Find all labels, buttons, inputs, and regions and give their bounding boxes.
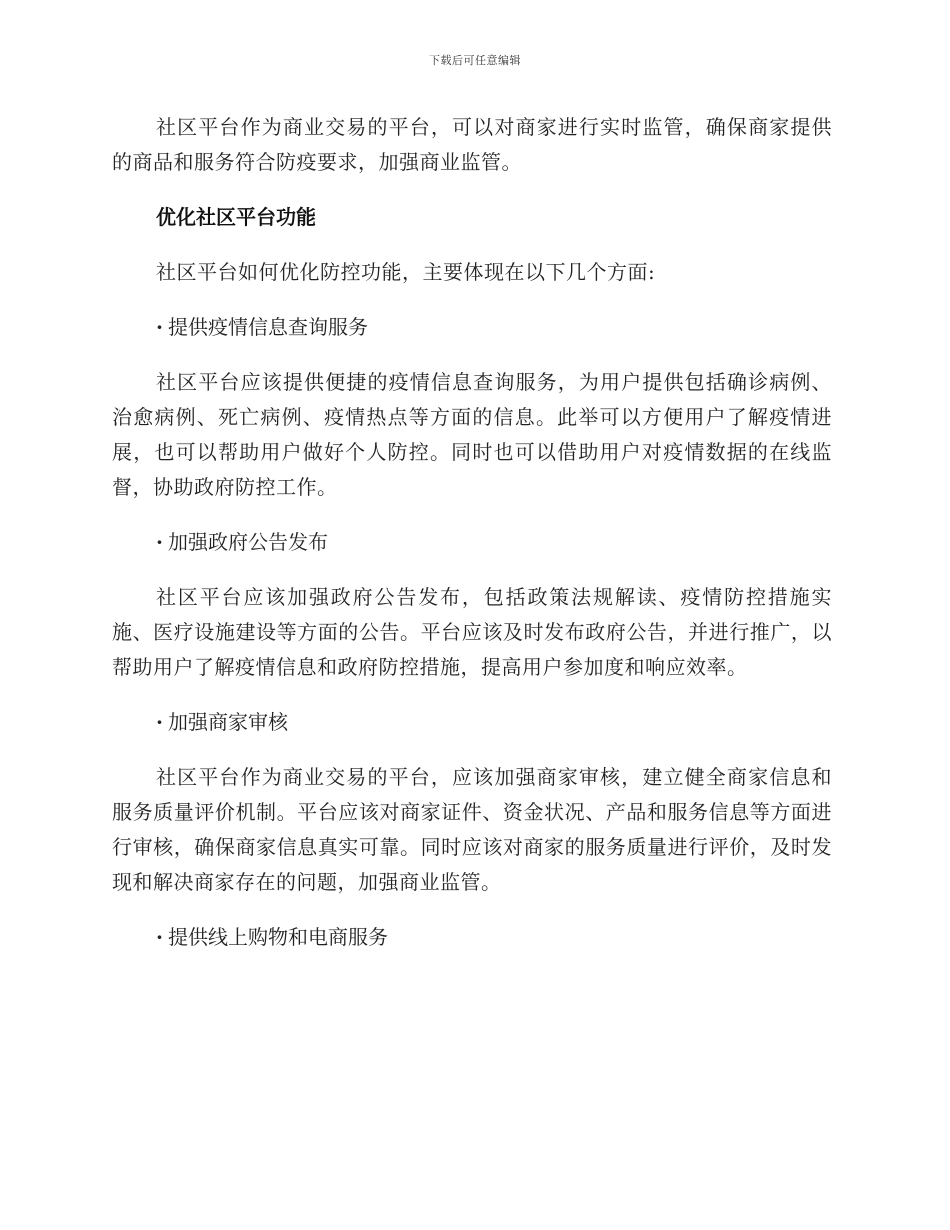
bullet-dot: ·: [156, 530, 163, 554]
paragraph-merchant-review: 社区平台作为商业交易的平台，应该加强商家审核，建立健全商家信息和服务质量评价机制。平台应该对商家证件、资金状况、产品和服务信息等方面进行审核，确保商家信息真实可靠。同时应该对商家的服务质量进行评价，及时发现和解决商家存在的问题，加强商业监管。: [112, 765, 832, 894]
bullet-label: 加强政府公告发布: [168, 530, 328, 554]
bullet-label: 加强商家审核: [168, 710, 288, 734]
paragraph-commerce-supervision: 社区平台作为商业交易的平台，可以对商家进行实时监管，确保商家提供的商品和服务符合防疫要求，加强商业监管。: [112, 115, 832, 174]
page-header: 下载后可任意编辑: [429, 54, 521, 67]
bullet-dot: ·: [156, 925, 163, 949]
bullet-dot: ·: [156, 710, 163, 734]
document-body: [112, 110, 832, 955]
bullet-dot: ·: [156, 315, 163, 339]
bullet-item-merchant-review: [112, 705, 832, 740]
bullet-label: 提供疫情信息查询服务: [168, 315, 368, 339]
bullet-item-info-query: [112, 310, 832, 345]
bullet-label: 提供线上购物和电商服务: [168, 925, 388, 949]
paragraph-intro: 社区平台如何优化防控功能，主要体现在以下几个方面:: [156, 260, 656, 284]
bullet-item-gov-announcement: [112, 525, 832, 560]
section-heading: 优化社区平台功能: [156, 205, 316, 229]
paragraph-info-query: 社区平台应该提供便捷的疫情信息查询服务，为用户提供包括确诊病例、治愈病例、死亡病例、疫情热点等方面的信息。此举可以方便用户了解疫情进展，也可以帮助用户做好个人防控。同时也可以借助用户对疫情数据的在线监督，协助政府防控工作。: [112, 370, 832, 499]
paragraph-gov-announcement: 社区平台应该加强政府公告发布，包括政策法规解读、疫情防控措施实施、医疗设施建设等方面的公告。平台应该及时发布政府公告，并进行推广，以帮助用户了解疫情信息和政府防控措施，提高用户参加度和响应效率。: [112, 585, 832, 679]
bullet-item-online-shopping: [112, 920, 832, 955]
